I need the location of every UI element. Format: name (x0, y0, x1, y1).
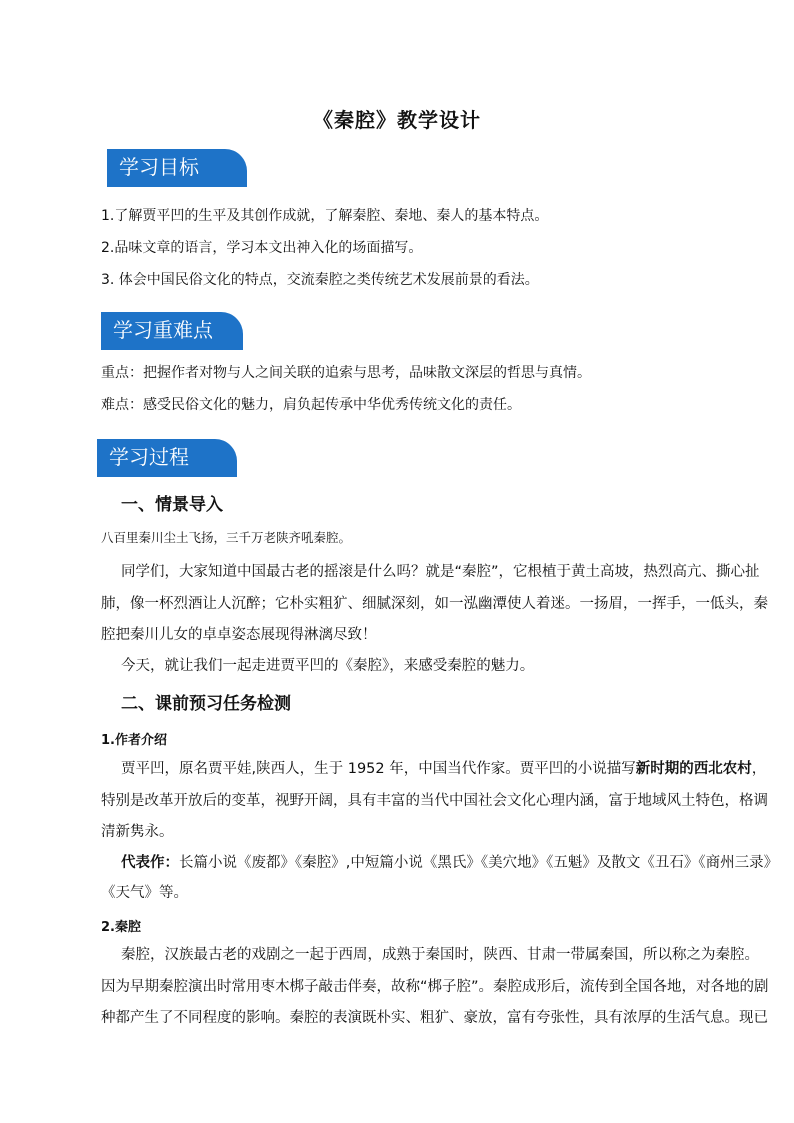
works-text: 长篇小说《废都》《秦腔》,中短篇小说《黑氏》《美穴地》《五魁》及散文《丑石》《商州三录》 (179, 855, 779, 871)
goal-item-2: 2.品味文章的语言，学习本文出神入化的场面描写。 (101, 240, 423, 256)
keypoints-banner-underline (101, 348, 243, 350)
goal-item-1: 1.了解贾平凹的生平及其创作成就，了解秦腔、秦地、秦人的基本特点。 (101, 208, 549, 224)
author-paragraph-line: 特别是改革开放后的变革，视野开阔，具有丰富的当代中国社会文化心理内涵，富于地域风土特色，格调 (101, 793, 768, 809)
author-emphasis: 新时期的西北农村 (635, 761, 752, 777)
key-point: 重点：把握作者对物与人之间关联的追索与思考，品味散文深层的哲思与真情。 (101, 365, 591, 381)
process-banner-underline (97, 475, 237, 477)
author-paragraph-line: 清新隽永。 (101, 824, 174, 840)
qinqiang-paragraph-line: 种都产生了不同程度的影响。秦腔的表演既朴实、粗犷、豪放，富有夸张性，具有浓厚的生活气息。现已 (101, 1010, 768, 1026)
intro-poem: 八百里秦川尘土飞扬，三千万老陕齐吼秦腔。 (101, 530, 352, 545)
author-text: ， (751, 761, 767, 777)
works-line (121, 853, 778, 873)
works-line: 《天气》等。 (101, 885, 188, 901)
difficulty-point: 难点：感受民俗文化的魅力，肩负起传承中华优秀传统文化的责任。 (101, 397, 521, 413)
goals-banner: 学习目标 (107, 149, 247, 185)
qinqiang-paragraph-line: 秦腔，汉族最古老的戏剧之一起于西周，成熟于秦国时，陕西、甘肃一带属秦国，所以称之为秦腔。 (121, 947, 759, 963)
works-label: 代表作： (121, 855, 179, 871)
section-heading-intro: 一、情景导入 (121, 495, 223, 515)
author-paragraph-line (121, 759, 766, 779)
document-title: 《秦腔》教学设计 (313, 108, 481, 132)
subheading-qinqiang: 2.秦腔 (101, 920, 141, 935)
intro-paragraph-line: 肺，像一杯烈酒让人沉醉；它朴实粗犷、细腻深刻，如一泓幽潭使人着迷。一扬眉，一挥手，一低头，秦 (101, 596, 768, 612)
intro-paragraph-line: 同学们，大家知道中国最古老的摇滚是什么吗？就是“秦腔”，它根植于黄土高坡，热烈高亢、撕心扯 (121, 564, 760, 580)
process-banner: 学习过程 (97, 439, 237, 475)
intro-paragraph-2: 今天，就让我们一起走进贾平凹的《秦腔》，来感受秦腔的魅力。 (121, 658, 535, 674)
qinqiang-paragraph-line: 因为早期秦腔演出时常用枣木梆子敲击伴奏，故称“梆子腔”。秦腔成形后，流传到全国各地，对各地的剧 (101, 979, 769, 995)
section-heading-preview: 二、课前预习任务检测 (121, 694, 291, 714)
subheading-author: 1.作者介绍 (101, 733, 167, 748)
goal-item-3: 3. 体会中国民俗文化的特点，交流秦腔之类传统艺术发展前景的看法。 (101, 272, 539, 288)
author-text: 贾平凹，原名贾平娃,陕西人，生于 1952 年，中国当代作家。贾平凹的小说描写 (121, 761, 636, 777)
keypoints-banner: 学习重难点 (101, 312, 243, 348)
goals-banner-underline (107, 185, 247, 187)
intro-paragraph-line: 腔把秦川儿女的卓卓姿态展现得淋漓尽致！ (101, 627, 377, 643)
